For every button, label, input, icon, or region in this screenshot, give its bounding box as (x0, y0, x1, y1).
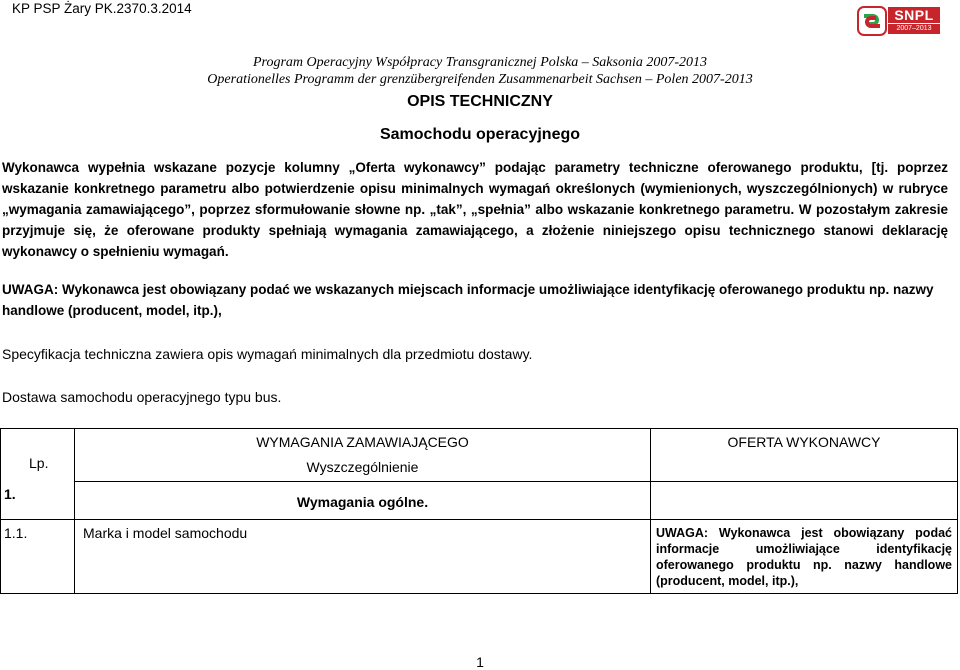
requirements-header-cell (75, 429, 651, 482)
row-lp: 1.1. (4, 525, 28, 541)
section-number: 1. (4, 485, 16, 502)
requirements-table (0, 428, 958, 594)
row-lp-cell (1, 520, 75, 594)
delivery-note: Dostawa samochodu operacyjnego typu bus. (2, 389, 282, 405)
header-bar (0, 0, 960, 22)
document-title: OPIS TECHNICZNY (407, 93, 553, 110)
offer-header: OFERTA WYKONAWCY (727, 434, 881, 450)
snpl-logo-icon (857, 6, 887, 36)
programme-title-german: Operationelles Programm der grenzübergreifenden Zusammenarbeit Sachsen – Polen 2007-2013 (207, 72, 753, 87)
offer-header-cell (651, 429, 958, 482)
document-subtitle: Samochodu operacyjnego (379, 126, 581, 143)
section-number-cell (1, 482, 75, 520)
row-offer-cell[interactable] (651, 520, 958, 594)
document-reference: KP PSP Żary PK.2370.3.2014 (12, 1, 192, 16)
table-header-row (1, 429, 958, 482)
instructions-paragraph: Wykonawca wypełnia wskazane pozycje kolumny „Oferta wykonawcy” podając parametry techniczne oferowanego produktu, [tj. poprzez wskazanie konkretnego parametru albo potwierdzenie opisu minimalnych wymagań określonych (wymienionych, wyszczególnionych) w rubryce „wymagania zamawiającego”, poprzez sformułowanie słowne np. „tak”, „spełnia” albo wskazanie konkretnego parametru. W pozostałym zakresie przyjmuje się, że oferowane produkty spełniają wymagania zamawiającego, a złożenie niniejszego opisu technicznego stanowi deklarację wykonawcy o spełnieniu wymagań. (2, 160, 948, 259)
section-title: Wymagania ogólne. (296, 494, 429, 510)
programme-title-polish: Program Operacyjny Współpracy Transgranicznej Polska – Saksonia 2007-2013 (252, 55, 708, 70)
specification-note: Specyfikacja techniczna zawiera opis wymagań minimalnych dla przedmiotu dostawy. (2, 346, 533, 362)
section-offer-cell (651, 482, 958, 520)
requirements-subheader: Wyszczególnienie (306, 459, 419, 475)
uwaga-paragraph: UWAGA: Wykonawca jest obowiązany podać we wskazanych miejscach informacje umożliwiające identyfikację oferowanego produktu np. nazwy handlowe (producent, model, itp.), (2, 282, 934, 318)
logo-years: 2007–2013 (888, 24, 940, 34)
section-row (1, 482, 958, 520)
lp-header: Lp. (29, 455, 49, 471)
table-row (1, 520, 958, 594)
page-number: 1 (476, 654, 484, 670)
section-title-cell (75, 482, 651, 520)
lp-header-cell (1, 429, 75, 482)
row-requirement: Marka i model samochodu (83, 525, 248, 541)
requirements-header: WYMAGANIA ZAMAWIAJĄCEGO (256, 434, 469, 450)
snpl-logo (857, 5, 943, 37)
logo-wordmark: SNPL (888, 7, 940, 23)
row-offer-note: UWAGA: Wykonawca jest obowiązany podać informacje umożliwiające identyfikację oferowanego produktu np. nazwy handlowe (producent, model, itp.), (656, 526, 952, 588)
row-requirement-cell (75, 520, 651, 594)
